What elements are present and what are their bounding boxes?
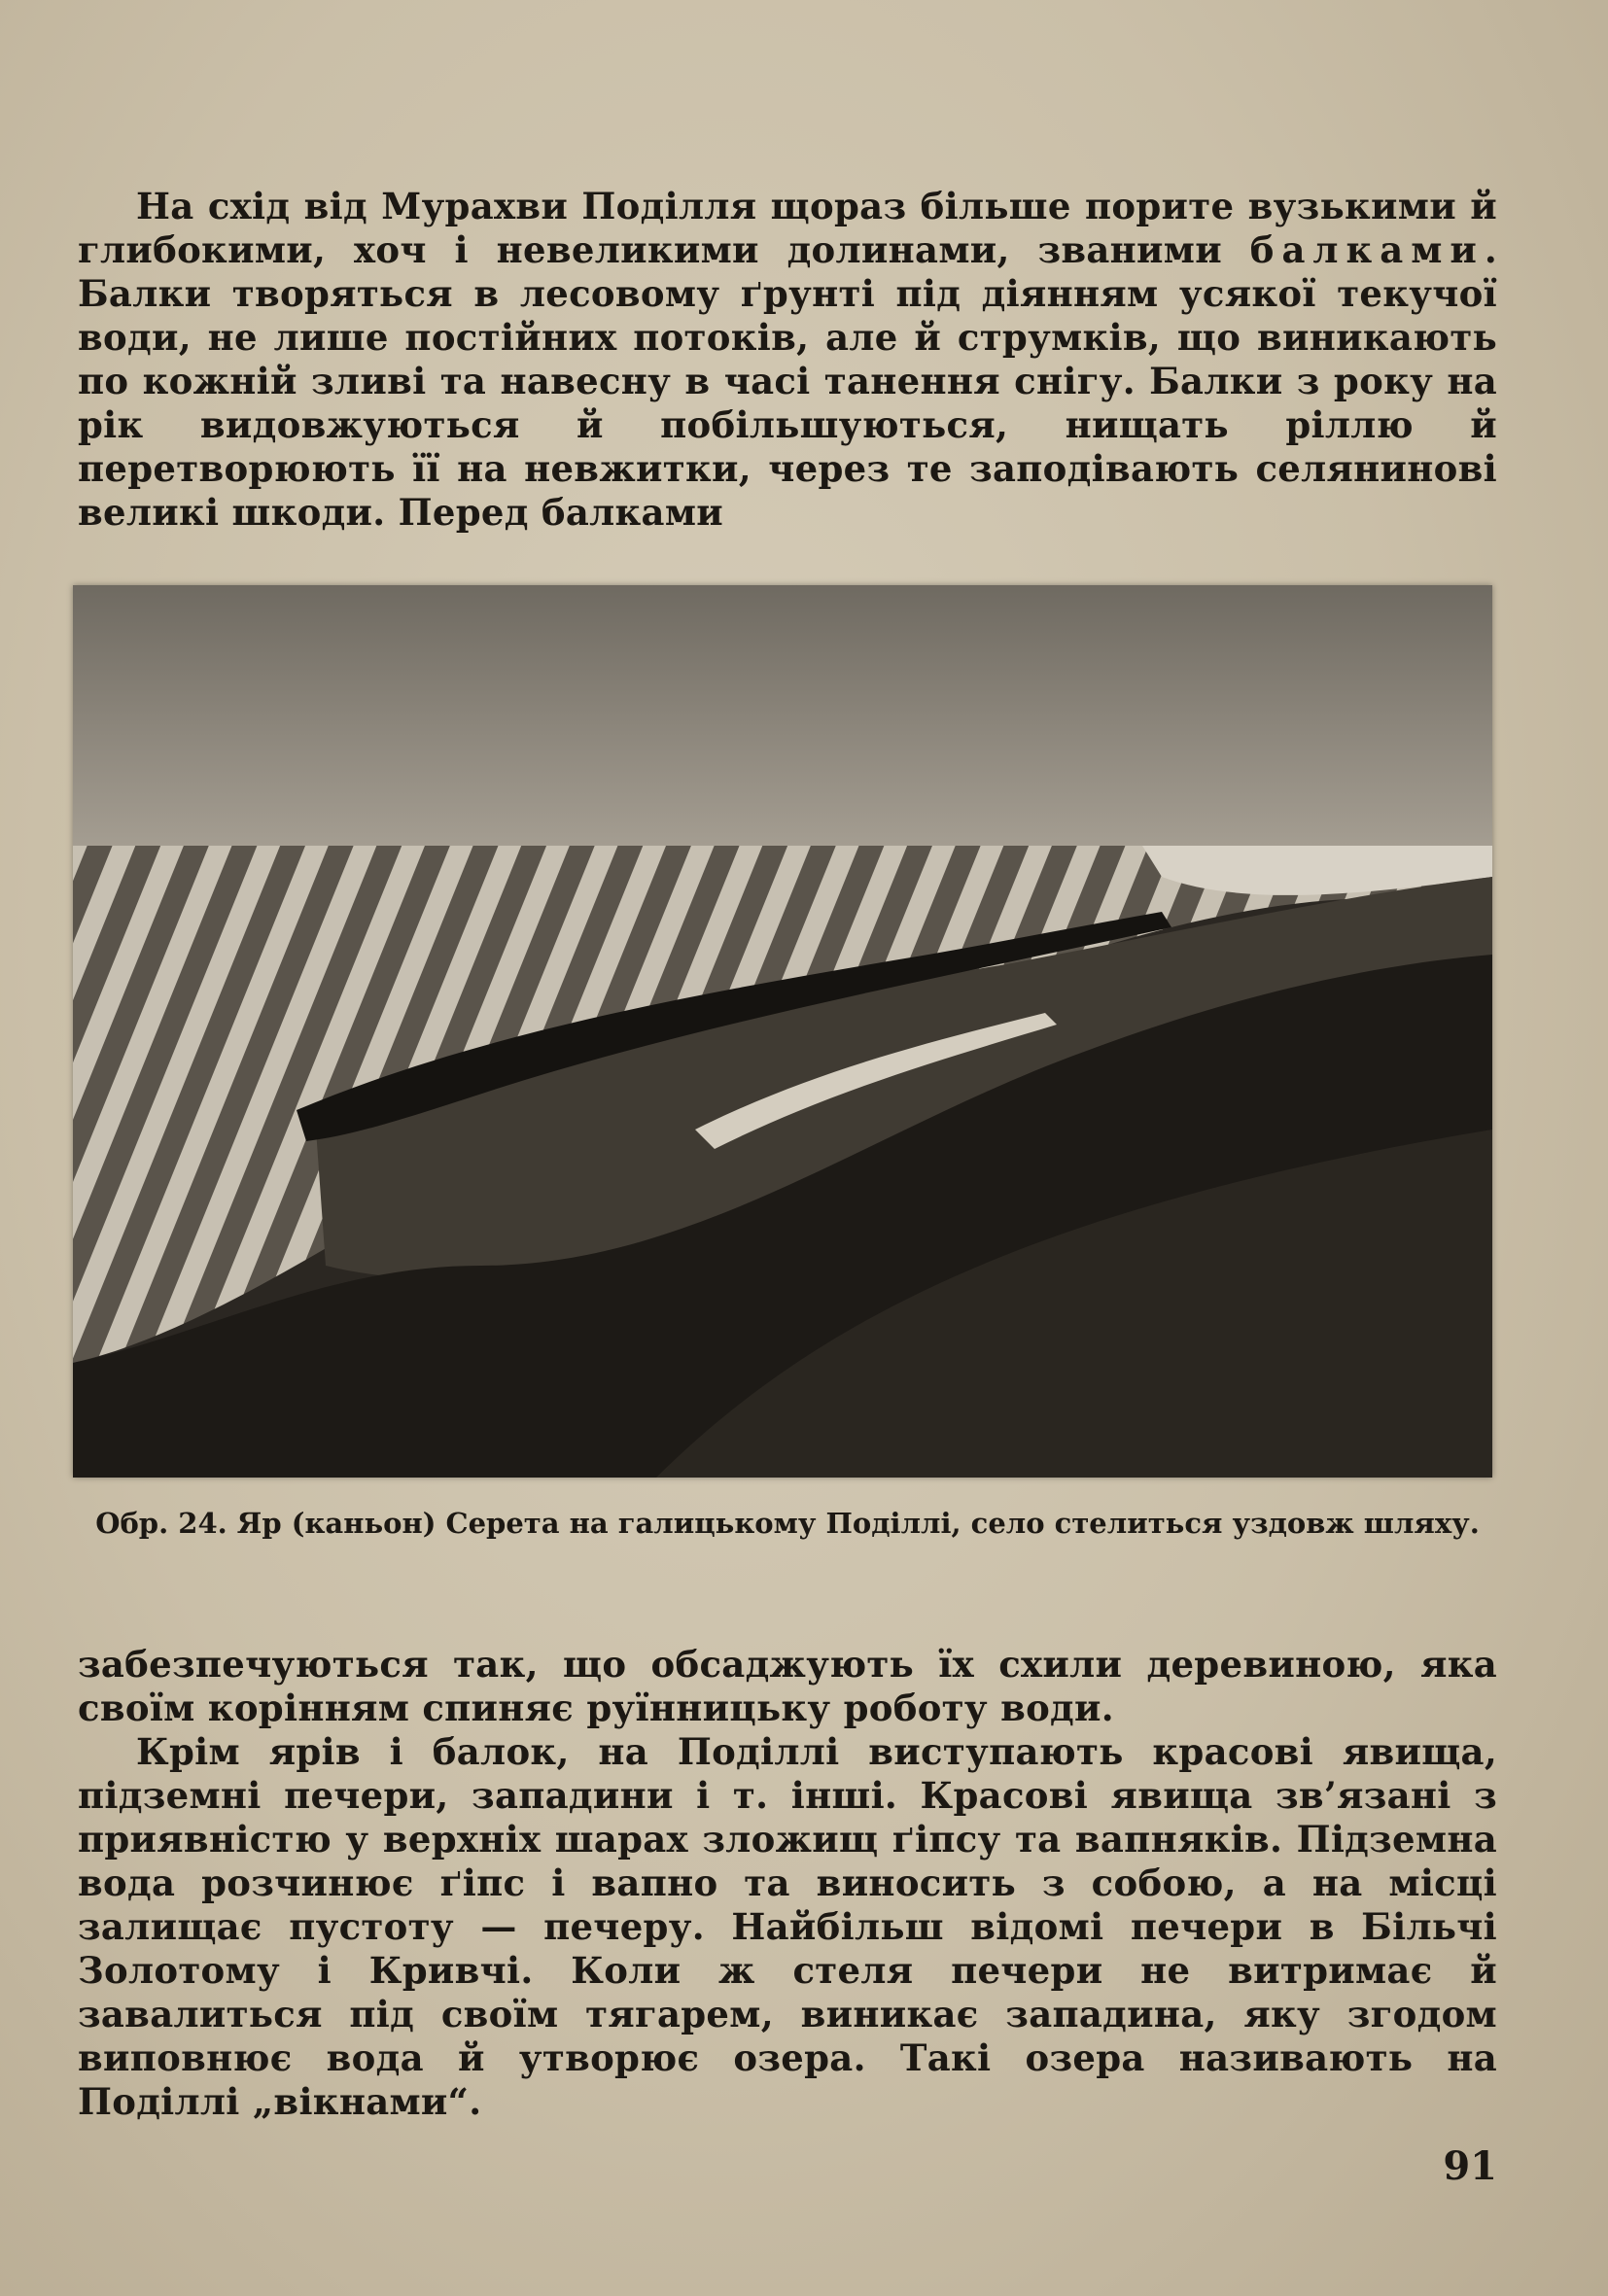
canyon-illustration — [73, 585, 1492, 1478]
figure-caption: Обр. 24. Яр (каньон) Серета на галицькому Поділлі, село стелиться уздовж шляху. — [95, 1507, 1480, 1540]
paragraph-karst — [78, 1730, 1497, 2124]
paragraph-1-rest: . Балки творяться в лесовому ґрунті під діянням усякої текучої води, не лише постійних потоків, але й струмків, що виникають по кожній зливі та навесну в часі танення снігу. Балки з року на рік видовжуються й побільшуються, нищать ріллю й перетворюють її на невжитки, через те заподівають селянинові великі шкоди. Перед балками — [78, 228, 1497, 534]
paragraph-3-text: Крім ярів і балок, на Поділлі виступають красові явища, підземні печери, западини і т. інші. Красові явища зв’язані з приявністю у верхніх шарах зложищ ґіпсу та вапняків. Підземна вода розчинює ґіпс і вапно та виносить з собою, а на місці залищає пустоту — печеру. Найбільш відомі печери в Більчі Золотому і Кривчі. Коли ж стеля печери не витримає й завалиться під своїм тягарем, виникає западина, яку згодом виповнює вода й утворює озера. Такі озера називають на Поділлі „вікнами“. — [78, 1730, 1497, 2123]
paragraph-1-lead: На схід від Мурахви Поділля щораз більше порите вузькими й глибокими, хоч і невеликими долинами, званими — [78, 185, 1497, 271]
paragraph-balky — [78, 185, 1497, 535]
page-number: 91 — [1443, 2143, 1497, 2189]
canyon-photo — [73, 585, 1492, 1478]
paragraph-continuation: забезпечуються так, що обсаджують їх схили деревиною, яка своїм корінням спиняє руїнницьку роботу води. — [78, 1643, 1497, 1729]
sky-area — [73, 585, 1492, 846]
term-balkamy: балками — [1249, 228, 1485, 271]
